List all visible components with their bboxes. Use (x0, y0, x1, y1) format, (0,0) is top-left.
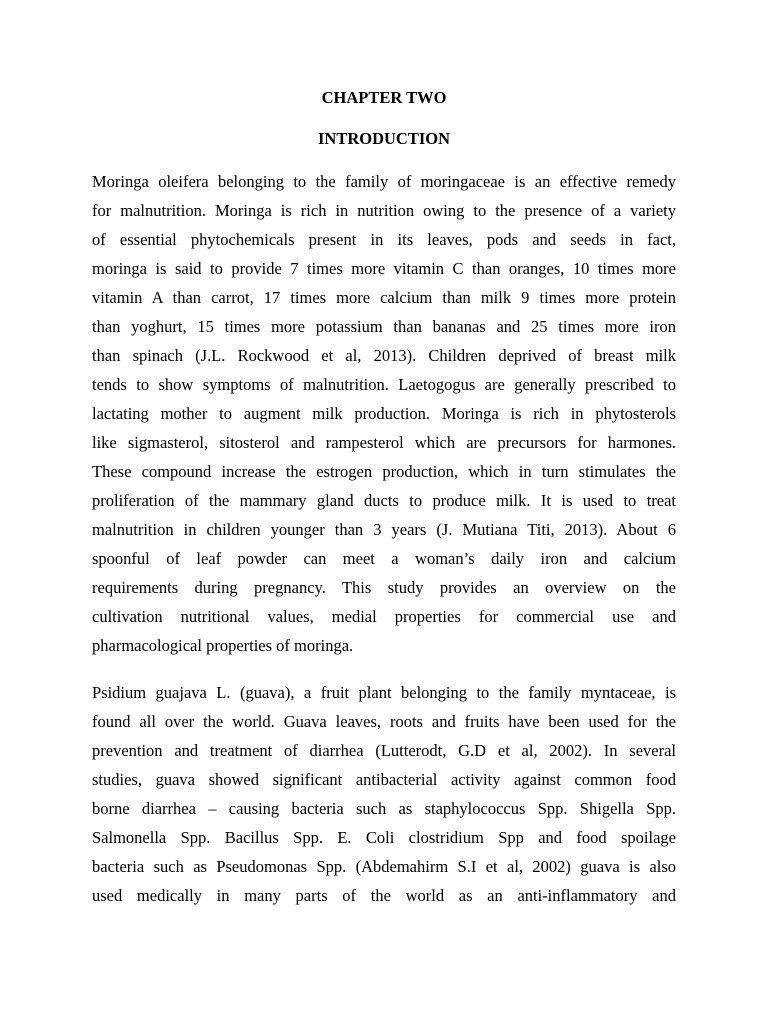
chapter-heading: CHAPTER TWO (321, 88, 447, 107)
text-line: vitamin A than carrot, 17 times more calcium than milk 9 times more protein (92, 288, 676, 307)
text-line: prevention and treatment of diarrhea (Lutterodt, G.D et al, 2002). In several (92, 741, 676, 760)
section-heading: INTRODUCTION (317, 129, 451, 148)
text-line: cultivation nutritional values, medial properties for commercial use and (92, 607, 676, 626)
text-line: pharmacological properties of moringa. (92, 636, 354, 655)
text-line: studies, guava showed significant antibacterial activity against common food (92, 770, 676, 789)
text-line: requirements during pregnancy. This study provides an overview on the (92, 578, 676, 597)
text-line: Salmonella Spp. Bacillus Spp. E. Coli clostridium Spp and food spoilage (92, 828, 676, 847)
text-line: bacteria such as Pseudomonas Spp. (Abdemahirm S.I et al, 2002) guava is also (92, 857, 676, 876)
text-line: moringa is said to provide 7 times more vitamin C than oranges, 10 times more (92, 259, 676, 278)
text-line: lactating mother to augment milk production. Moringa is rich in phytosterols (92, 404, 676, 423)
text-line: than yoghurt, 15 times more potassium than bananas and 25 times more iron (92, 317, 676, 336)
text-line: used medically in many parts of the world as an anti-inflammatory and (92, 886, 676, 905)
text-line: found all over the world. Guava leaves, roots and fruits have been used for the (92, 712, 676, 731)
text-line: proliferation of the mammary gland ducts to produce milk. It is used to treat (92, 491, 676, 510)
text-line: than spinach (J.L. Rockwood et al, 2013). Children deprived of breast milk (92, 346, 676, 365)
paragraph-guava (92, 678, 676, 910)
text-line: tends to show symptoms of malnutrition. Laetogogus are generally prescribed to (92, 375, 676, 394)
text-line: Psidium guajava L. (guava), a fruit plant belonging to the family myntaceae, is (92, 683, 676, 702)
text-line: These compound increase the estrogen production, which in turn stimulates the (92, 462, 676, 481)
text-line: spoonful of leaf powder can meet a woman’s daily iron and calcium (92, 549, 676, 568)
text-line: like sigmasterol, sitosterol and rampesterol which are precursors for harmones. (92, 433, 676, 452)
paragraph-moringa (92, 167, 676, 660)
text-line: Moringa oleifera belonging to the family of moringaceae is an effective remedy (92, 172, 676, 191)
text-line: of essential phytochemicals present in its leaves, pods and seeds in fact, (92, 230, 676, 249)
text-line: for malnutrition. Moringa is rich in nutrition owing to the presence of a variety (92, 201, 676, 220)
text-line: malnutrition in children younger than 3 years (J. Mutiana Titi, 2013). About 6 (92, 520, 676, 539)
text-line: borne diarrhea – causing bacteria such as staphylococcus Spp. Shigella Spp. (92, 799, 676, 818)
